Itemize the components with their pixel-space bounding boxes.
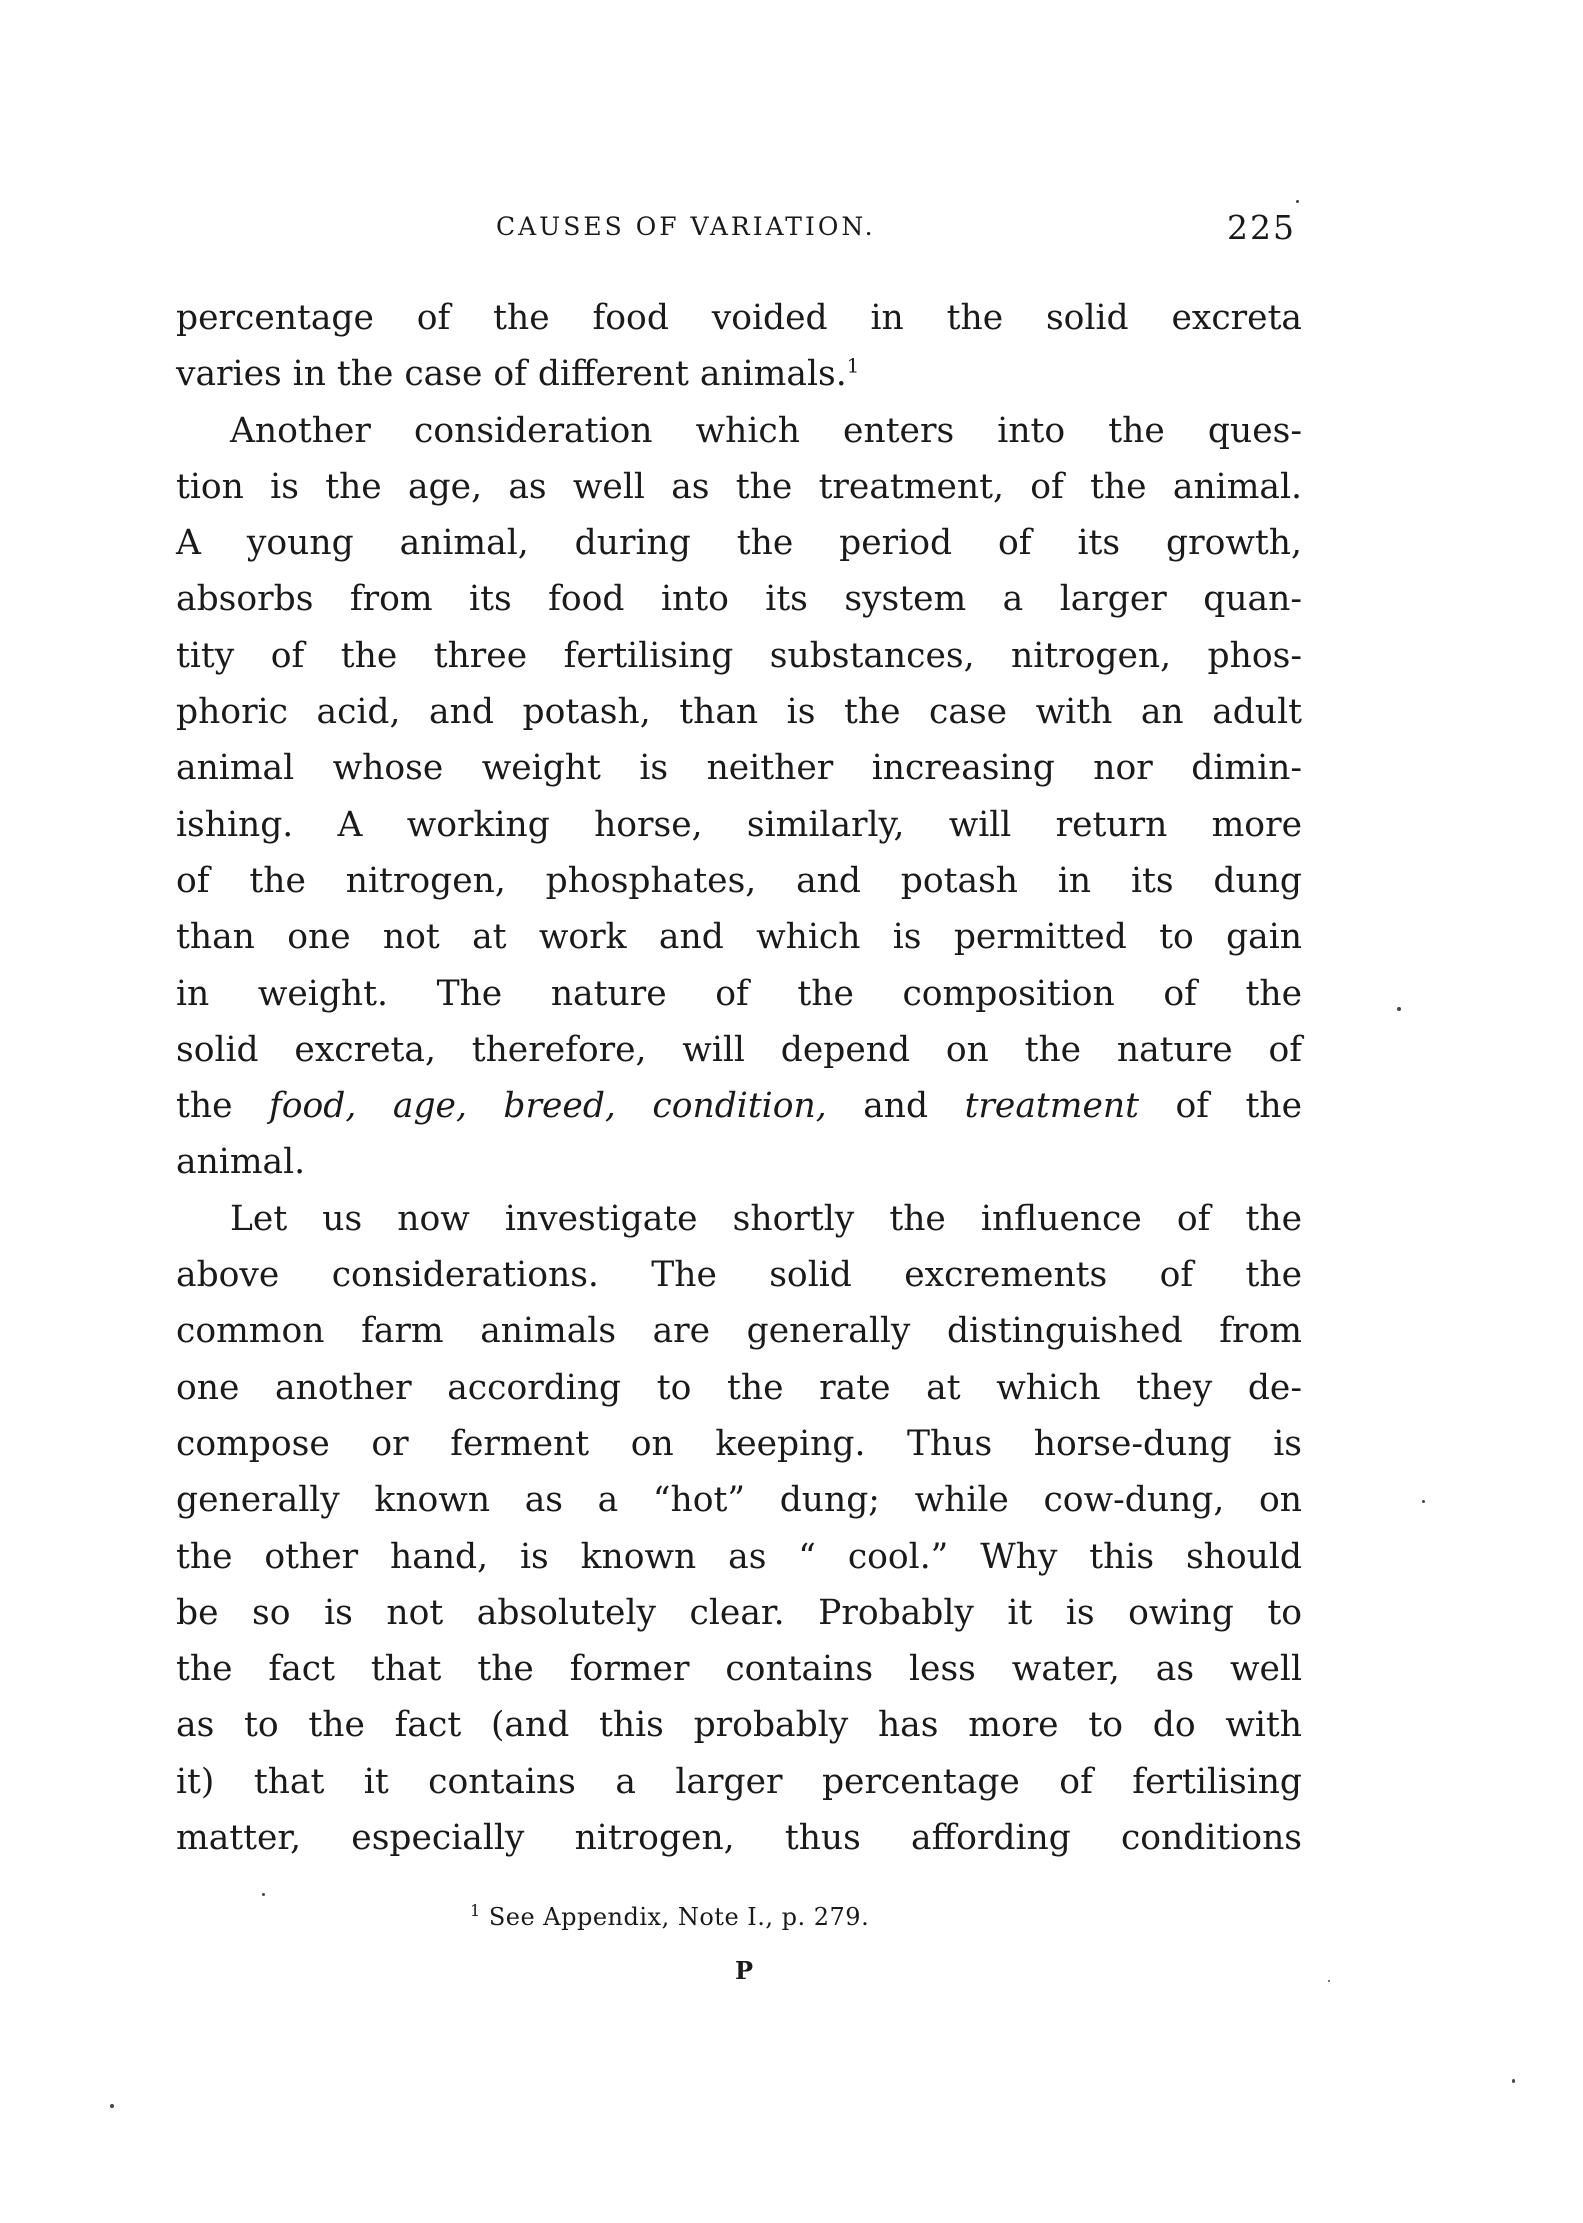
- text-line: tion is the age, as well as the treatment, of the animal.: [176, 466, 1302, 507]
- scan-speck: [1296, 200, 1299, 203]
- running-head: [176, 208, 1296, 248]
- running-title: CAUSES OF VARIATION.: [496, 212, 876, 241]
- paragraph-first-line: Another consideration which enters into the ques-: [230, 410, 1302, 451]
- footnote-marker: 1: [470, 1901, 481, 1920]
- text-line: [176, 1078, 1302, 1134]
- footnote-text: See Appendix, Note I., p. 279.: [480, 1903, 870, 1931]
- text-span: of the: [1175, 1086, 1303, 1127]
- text-line: ishing. A working horse, similarly, will return more: [176, 804, 1302, 845]
- text-line: tity of the three fertilising substances, nitrogen, phos-: [176, 635, 1302, 676]
- italic-word: food,: [269, 1086, 357, 1127]
- italic-word: age,: [392, 1086, 467, 1127]
- scan-speck: [1512, 2079, 1515, 2083]
- text-line: [176, 346, 1302, 402]
- text-line: phoric acid, and potash, than is the case with an adult: [176, 692, 1302, 733]
- signature-mark: P: [735, 1956, 754, 1985]
- italic-word: breed,: [503, 1086, 616, 1127]
- text-line: in weight. The nature of the composition of the: [176, 973, 1302, 1014]
- text-line: compose or ferment on keeping. Thus horse-dung is: [176, 1423, 1302, 1464]
- text-span: and: [863, 1086, 929, 1127]
- text-line: be so is not absolutely clear. Probably it is owing to: [176, 1592, 1302, 1633]
- scan-speck: [110, 2104, 114, 2108]
- text-line: animal.: [176, 1142, 306, 1183]
- text-line: it) that it contains a larger percentage of fertilising: [176, 1761, 1302, 1802]
- body-text: [176, 290, 1302, 1866]
- text-line: as to the fact (and this probably has more to do with: [176, 1705, 1302, 1746]
- text-line: of the nitrogen, phosphates, and potash in its dung: [176, 860, 1302, 901]
- italic-word: condition,: [652, 1086, 827, 1127]
- scan-speck: [1422, 1500, 1425, 1503]
- text-line: common farm animals are generally distinguished from: [176, 1311, 1302, 1352]
- paragraph-first-line: Let us now investigate shortly the influence of the: [230, 1198, 1302, 1239]
- footnote-ref: 1: [846, 353, 860, 378]
- text-line: animal whose weight is neither increasing nor dimin-: [176, 748, 1302, 789]
- scan-speck: [262, 1893, 265, 1896]
- text-span: varies in the case of different animals.: [176, 354, 847, 395]
- footnote: [470, 1903, 869, 1931]
- text-line: absorbs from its food into its system a larger quan-: [176, 579, 1302, 620]
- text-span: the: [176, 1086, 269, 1127]
- text-line: matter, especially nitrogen, thus affording conditions: [176, 1818, 1302, 1859]
- scan-speck: [1397, 1007, 1401, 1011]
- text-line: above considerations. The solid excrements of the: [176, 1255, 1302, 1296]
- text-line: than one not at work and which is permitted to gain: [176, 917, 1302, 958]
- page-number: 225: [1227, 208, 1296, 247]
- text-line: the other hand, is known as “ cool.” Why this should: [176, 1536, 1302, 1577]
- text-line: solid excreta, therefore, will depend on the nature of: [176, 1029, 1302, 1070]
- text-line: A young animal, during the period of its growth,: [176, 523, 1302, 564]
- text-line: the fact that the former contains less water, as well: [176, 1649, 1302, 1690]
- text-line: generally known as a “hot” dung; while cow-dung, on: [176, 1480, 1302, 1521]
- scan-speck: [1328, 1980, 1330, 1982]
- italic-word: treatment: [964, 1086, 1139, 1127]
- text-line: one another according to the rate at which they de-: [176, 1367, 1302, 1408]
- text-line: percentage of the food voided in the solid excreta: [176, 298, 1302, 338]
